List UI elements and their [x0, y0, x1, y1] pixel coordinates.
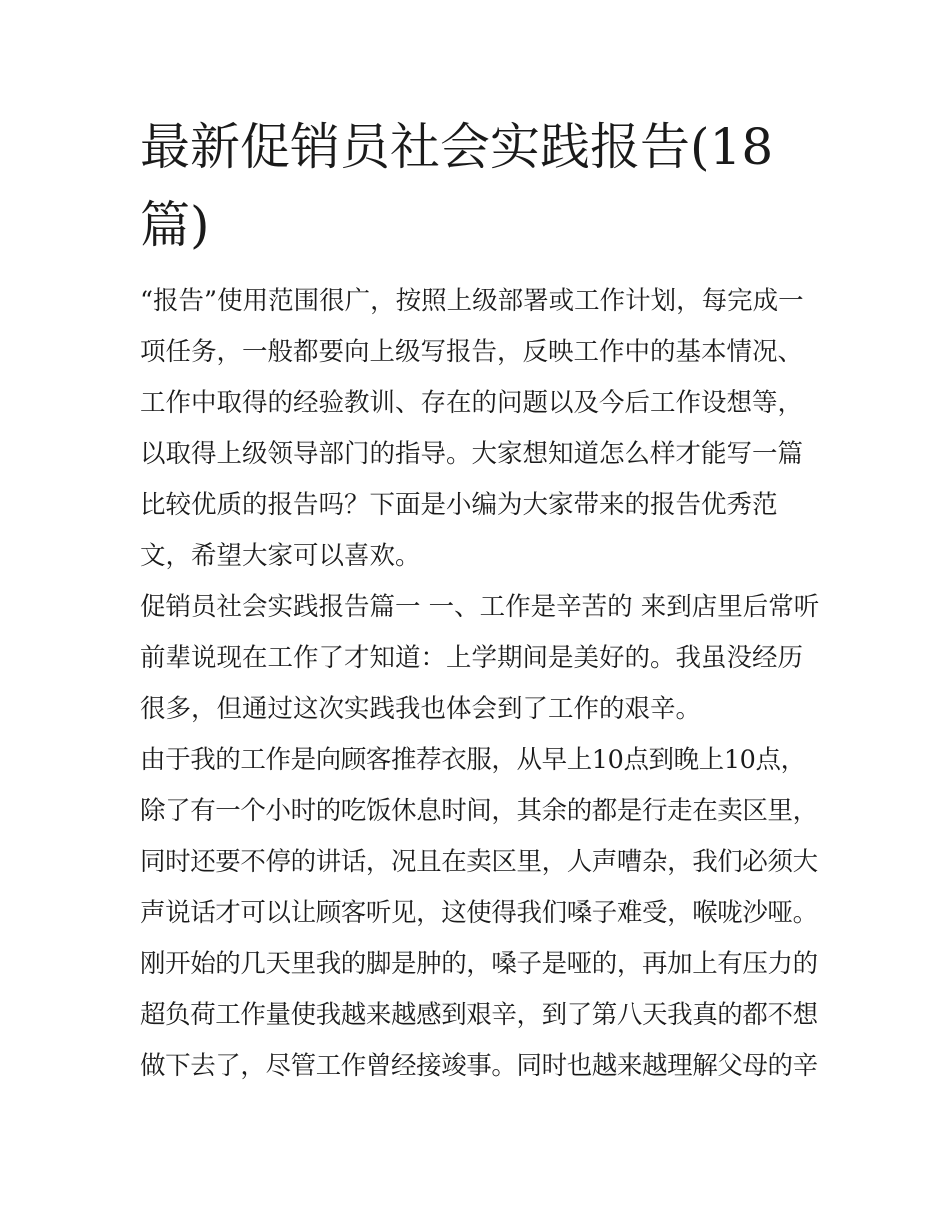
intro-paragraph: “报告”使用范围很广，按照上级部署或工作计划，每完成一项任务，一般都要向上级写报告，反映工作中的基本情况、工作中取得的经验教训、存在的问题以及今后工作设想等，以取得上级领导部门的指导。大家想知道怎么样才能写一篇比较优质的报告吗？下面是小编为大家带来的报告优秀范文，希望大家可以喜欢。 — [140, 286, 804, 571]
document-body — [140, 276, 820, 1092]
document-title: 最新促销员社会实践报告(18篇) — [140, 118, 774, 254]
section-one-paragraph: 促销员社会实践报告篇一 一、工作是辛苦的 来到店里后常听前辈说现在工作了才知道：上学期间是美好的。我虽没经历很多，但通过这次实践我也体会到了工作的艰辛。 — [140, 592, 820, 724]
work-description-paragraph: 由于我的工作是向顾客推荐衣服，从早上10点到晚上10点，除了有一个小时的吃饭休息时间，其余的都是行走在卖区里，同时还要不停的讲话，况且在卖区里，人声嘈杂，我们必须大声说话才可以让顾客听见，这使得我们嗓子难受，喉咙沙哑。刚开始的几天里我的脚是肿的，嗓子是哑的，再加上有压力的超负荷工作量使我越来越感到艰辛，到了第八天我真的都不想做下去了，尽管工作曾经接竣事。同时也越来越理解父母的辛 — [140, 745, 818, 1081]
